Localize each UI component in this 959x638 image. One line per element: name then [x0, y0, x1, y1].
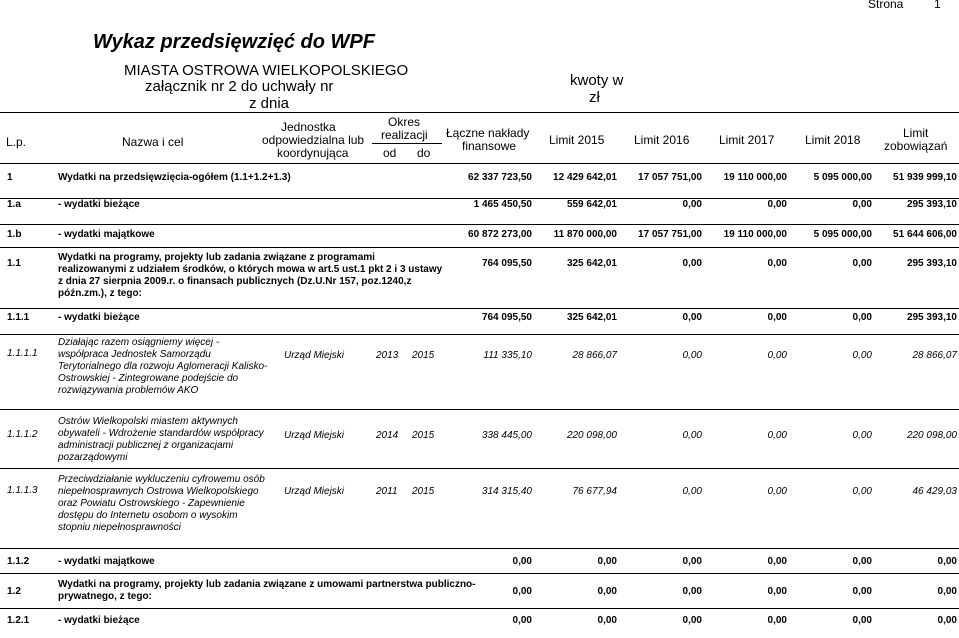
row-value: 0,00: [852, 430, 872, 441]
row-name: Przeciwdziałanie wykluczeniu cyfrowemu osób niepełnosprawnych Ostrowa Wielkopolskiego oraz Powiatu Ostrowskiego - Zapewnienie dostępu do Internetu osobom o wysokim stopniu niepełnosprawności: [58, 474, 265, 533]
row-value: 0,00: [597, 615, 617, 626]
row-lp: 1.1.2: [7, 556, 30, 567]
row-value: 0,00: [682, 350, 702, 361]
row-value: 0,00: [767, 350, 787, 361]
row-value: 0,00: [767, 556, 787, 567]
row-name: Wydatki na programy, projekty lub zadania związane z programami realizowanymi z udziałem środków, o których mowa w art.5 ust.1 pkt 2 i 3 ustawy z dnia 27 sierpnia 2009.r. o finansach publicznych (Dz.U.Nr 157, poz.1240,z późn.zm.), z tego:: [58, 252, 443, 299]
row-value: 0,00: [682, 258, 702, 269]
row-lp: 1.2: [7, 586, 21, 597]
row-name: - wydatki bieżące: [58, 199, 140, 210]
header-bottom-border: [0, 163, 959, 164]
row-to: 2015: [412, 430, 435, 441]
row-value: 0,00: [682, 430, 702, 441]
header-total-2: finansowe: [462, 139, 517, 153]
row-value: 0,00: [767, 312, 787, 323]
row-separator: [0, 247, 959, 248]
header-limit-2015: Limit 2015: [549, 133, 605, 147]
subtitle-city: MIASTA OSTROWA WIELKOPOLSKIEGO: [124, 62, 409, 79]
row-value: 295 393,10: [906, 312, 957, 323]
row-lp: 1.1.1.2: [7, 429, 38, 440]
row-total: 0,00: [512, 556, 532, 567]
row-value: 0,00: [852, 486, 872, 497]
row-name: Działając razem osiągniemy więcej - współpraca Jednostek Samorządu Terytorialnego dla rozwoju Aglomeracji Kalisko-Ostrowskiej - Zintegrowane podejście do rozwiązywania problemów AKO: [58, 337, 268, 396]
page-label: Strona: [868, 0, 904, 11]
row-value: 0,00: [767, 199, 787, 210]
row-separator: [0, 224, 959, 225]
header-liab-1: Limit: [903, 126, 929, 140]
header-lp: L.p.: [6, 135, 27, 149]
row-separator: [0, 334, 959, 335]
row-value: 295 393,10: [906, 199, 957, 210]
row-value: 220 098,00: [906, 430, 957, 441]
header-limit-2017: Limit 2017: [719, 133, 775, 147]
row-to: 2015: [412, 350, 435, 361]
header-limit-2016: Limit 2016: [634, 133, 690, 147]
row-unit: Urząd Miejski: [284, 486, 345, 497]
subtitle-attachment: załącznik nr 2 do uchwały nr: [145, 78, 334, 95]
row-value: 17 057 751,00: [638, 172, 702, 183]
row-separator: [0, 573, 959, 574]
document-title: Wykaz przedsięwzięć do WPF: [93, 31, 375, 53]
row-value: 51 644 606,00: [893, 229, 957, 240]
row-value: 295 393,10: [906, 258, 957, 269]
row-separator: [0, 409, 959, 410]
row-value: 0,00: [852, 586, 872, 597]
row-value: 0,00: [937, 586, 957, 597]
row-lp: 1.1: [7, 258, 21, 269]
row-from: 2013: [376, 350, 399, 361]
row-lp: 1.1.1: [7, 312, 30, 323]
row-name: - wydatki majątkowe: [58, 229, 155, 240]
row-value: 0,00: [682, 312, 702, 323]
row-name: Wydatki na programy, projekty lub zadania związane z umowami partnerstwa publiczno-prywatnego, z tego:: [58, 579, 476, 602]
row-to: 2015: [412, 486, 435, 497]
row-value: 46 429,03: [912, 486, 957, 497]
row-value: 0,00: [682, 486, 702, 497]
row-value: 0,00: [852, 258, 872, 269]
row-separator: [0, 468, 959, 469]
row-value: 0,00: [852, 556, 872, 567]
row-value: 0,00: [852, 199, 872, 210]
row-unit: Urząd Miejski: [284, 430, 345, 441]
units-line2: zł: [589, 89, 600, 106]
row-name: - wydatki bieżące: [58, 312, 140, 323]
header-period-2: realizacji: [381, 128, 428, 142]
row-value: 0,00: [767, 615, 787, 626]
row-value: 0,00: [682, 586, 702, 597]
row-value: 325 642,01: [566, 312, 617, 323]
row-total: 0,00: [512, 615, 532, 626]
subtitle-date: z dnia: [249, 95, 290, 112]
header-top-border: [0, 112, 959, 113]
row-name: Ostrów Wielkopolski miastem aktywnych obywateli - Wdrożenie standardów współpracy administracji publicznej z organizacjami pozarządowymi: [58, 416, 264, 463]
header-limit-2018: Limit 2018: [805, 133, 861, 147]
row-total: 1 465 450,50: [473, 199, 532, 210]
row-value: 11 870 000,00: [553, 229, 617, 240]
row-value: 559 642,01: [566, 199, 617, 210]
row-value: 325 642,01: [566, 258, 617, 269]
row-lp: 1.b: [7, 229, 22, 240]
row-value: 0,00: [767, 486, 787, 497]
row-total: 0,00: [512, 586, 532, 597]
header-name: Nazwa i cel: [122, 135, 184, 149]
row-lp: 1.a: [7, 199, 21, 210]
row-from: 2014: [376, 430, 399, 441]
row-value: 19 110 000,00: [723, 172, 787, 183]
row-value: 0,00: [767, 586, 787, 597]
row-total: 111 335,10: [483, 350, 532, 361]
header-liab-2: zobowiązań: [884, 139, 948, 153]
row-name: - wydatki bieżące: [58, 615, 140, 626]
row-lp: 1.1.1.1: [7, 348, 38, 359]
row-name: Wydatki na przedsięwzięcia-ogółem (1.1+1.2+1.3): [58, 172, 291, 183]
row-value: 5 095 000,00: [813, 229, 872, 240]
row-value: 0,00: [682, 556, 702, 567]
row-total: 60 872 273,00: [468, 229, 532, 240]
row-total: 764 095,50: [481, 258, 532, 269]
row-value: 0,00: [937, 556, 957, 567]
row-separator: [0, 308, 959, 309]
row-total: 62 337 723,50: [468, 172, 532, 183]
period-divider: [372, 143, 442, 144]
row-lp: 1.1.1.3: [7, 485, 38, 496]
row-unit: Urząd Miejski: [284, 350, 345, 361]
header-unit-1: Jednostka: [281, 120, 336, 134]
row-value: 0,00: [852, 312, 872, 323]
row-value: 0,00: [682, 615, 702, 626]
row-value: 0,00: [597, 586, 617, 597]
row-separator: [0, 608, 959, 609]
row-value: 0,00: [852, 615, 872, 626]
row-value: 0,00: [852, 350, 872, 361]
row-total: 314 315,40: [481, 486, 532, 497]
row-lp: 1: [7, 172, 13, 183]
row-value: 0,00: [597, 556, 617, 567]
row-value: 51 939 999,10: [893, 172, 957, 183]
row-value: 0,00: [937, 615, 957, 626]
row-name: - wydatki majątkowe: [58, 556, 155, 567]
row-total: 338 445,00: [481, 430, 532, 441]
row-value: 0,00: [682, 199, 702, 210]
header-unit-2: odpowiedzialna lub: [262, 133, 365, 147]
row-value: 76 677,94: [572, 486, 617, 497]
row-total: 764 095,50: [481, 312, 532, 323]
row-value: 19 110 000,00: [723, 229, 787, 240]
row-value: 28 866,07: [572, 350, 617, 361]
row-value: 0,00: [767, 258, 787, 269]
header-unit-3: koordynująca: [277, 146, 349, 160]
row-lp: 1.2.1: [7, 615, 30, 626]
row-value: 12 429 642,01: [553, 172, 617, 183]
units-line1: kwoty w: [570, 72, 624, 89]
row-value: 28 866,07: [912, 350, 957, 361]
header-period-1: Okres: [388, 115, 421, 129]
row-value: 5 095 000,00: [813, 172, 872, 183]
row-from: 2011: [376, 486, 398, 497]
header-to: do: [417, 146, 431, 160]
row-value: 17 057 751,00: [638, 229, 702, 240]
header-from: od: [383, 146, 397, 160]
row-separator: [0, 548, 959, 549]
page-number: 1: [934, 0, 941, 11]
header-total-1: Łączne nakłady: [446, 126, 530, 140]
row-value: 0,00: [767, 430, 787, 441]
row-value: 220 098,00: [566, 430, 617, 441]
